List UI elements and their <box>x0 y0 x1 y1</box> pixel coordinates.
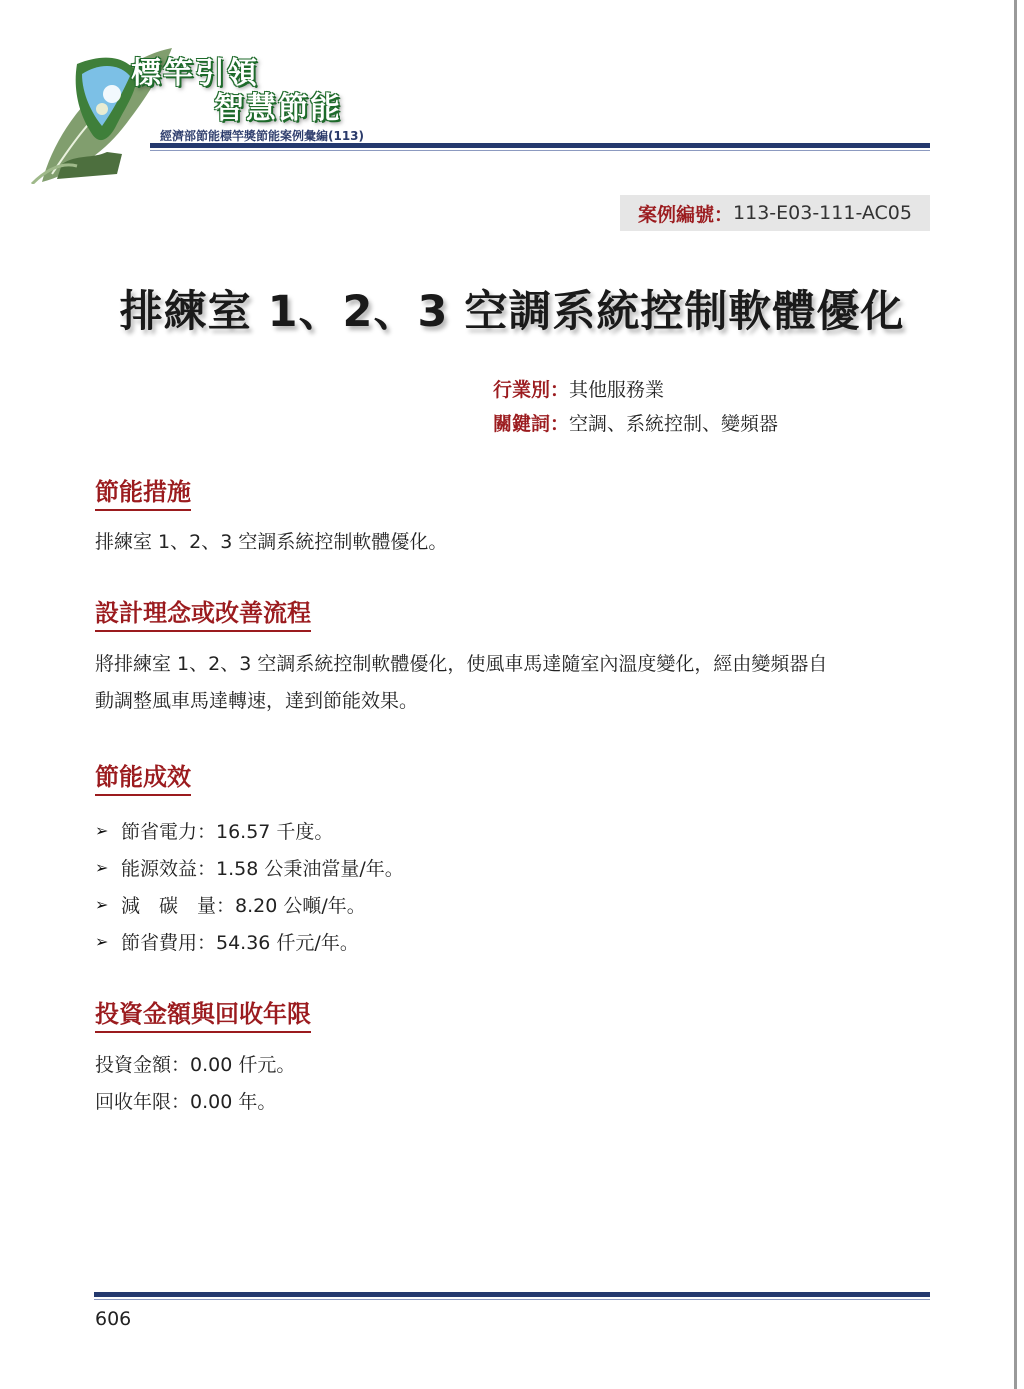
section-heading-measures: 節能措施 <box>95 472 191 511</box>
list-item <box>95 886 404 923</box>
keywords-value: 空調、系統控制、變頻器 <box>569 413 779 435</box>
result-text: 能源效益：1.58 公秉油當量/年。 <box>121 858 404 880</box>
arrow-bullet-icon: ➢ <box>95 932 109 951</box>
page-edge <box>1014 0 1017 1389</box>
logo-text-line2: 智慧節能 <box>214 91 342 126</box>
result-text: 節省費用：54.36 仟元/年。 <box>121 932 359 954</box>
investment-text-block <box>95 1047 295 1121</box>
case-number-box <box>620 195 930 231</box>
list-item <box>95 923 404 960</box>
list-item <box>95 849 404 886</box>
footer-rule <box>94 1292 930 1297</box>
arrow-bullet-icon: ➢ <box>95 895 109 914</box>
result-text: 節省電力：16.57 千度。 <box>121 821 334 843</box>
measures-text: 排練室 1、2、3 空調系統控制軟體優化。 <box>95 531 448 553</box>
design-text-line: 將排練室 1、2、3 空調系統控制軟體優化，使風車馬達隨室內溫度變化，經由變頻器自 <box>95 653 828 675</box>
header-rule <box>150 143 930 148</box>
measures-text-block <box>95 524 447 561</box>
industry-label: 行業別： <box>493 379 570 401</box>
page-title: 排練室 1、2、3 空調系統控制軟體優化 <box>119 287 905 337</box>
publication-subtitle: 經濟部節能標竿獎節能案例彙編(113) <box>160 129 365 143</box>
design-text-block <box>95 646 827 720</box>
case-number-label: 案例編號： <box>638 203 734 226</box>
logo-text-line1: 標竿引領 <box>131 56 259 91</box>
result-text: 減 碳 量：8.20 公噸/年。 <box>121 895 366 917</box>
arrow-bullet-icon: ➢ <box>95 821 109 840</box>
keywords-label: 關鍵詞： <box>493 413 570 435</box>
industry-row <box>493 375 664 402</box>
industry-value: 其他服務業 <box>569 379 665 401</box>
header-rule-thin <box>150 150 930 151</box>
payback-period-text: 回收年限：0.00 年。 <box>95 1091 277 1113</box>
page-number: 606 <box>95 1308 132 1330</box>
section-heading-design: 設計理念或改善流程 <box>95 593 311 632</box>
case-number-value: 113-E03-111-AC05 <box>733 202 912 224</box>
arrow-bullet-icon: ➢ <box>95 858 109 877</box>
keywords-row <box>493 409 778 436</box>
investment-amount-text: 投資金額：0.00 仟元。 <box>95 1054 296 1076</box>
footer-rule-thin <box>94 1299 930 1300</box>
results-list <box>95 812 404 960</box>
design-text-line: 動調整風車馬達轉速，達到節能效果。 <box>95 690 419 712</box>
section-heading-results: 節能成效 <box>95 757 191 796</box>
list-item <box>95 812 404 849</box>
section-heading-investment: 投資金額與回收年限 <box>95 994 311 1033</box>
